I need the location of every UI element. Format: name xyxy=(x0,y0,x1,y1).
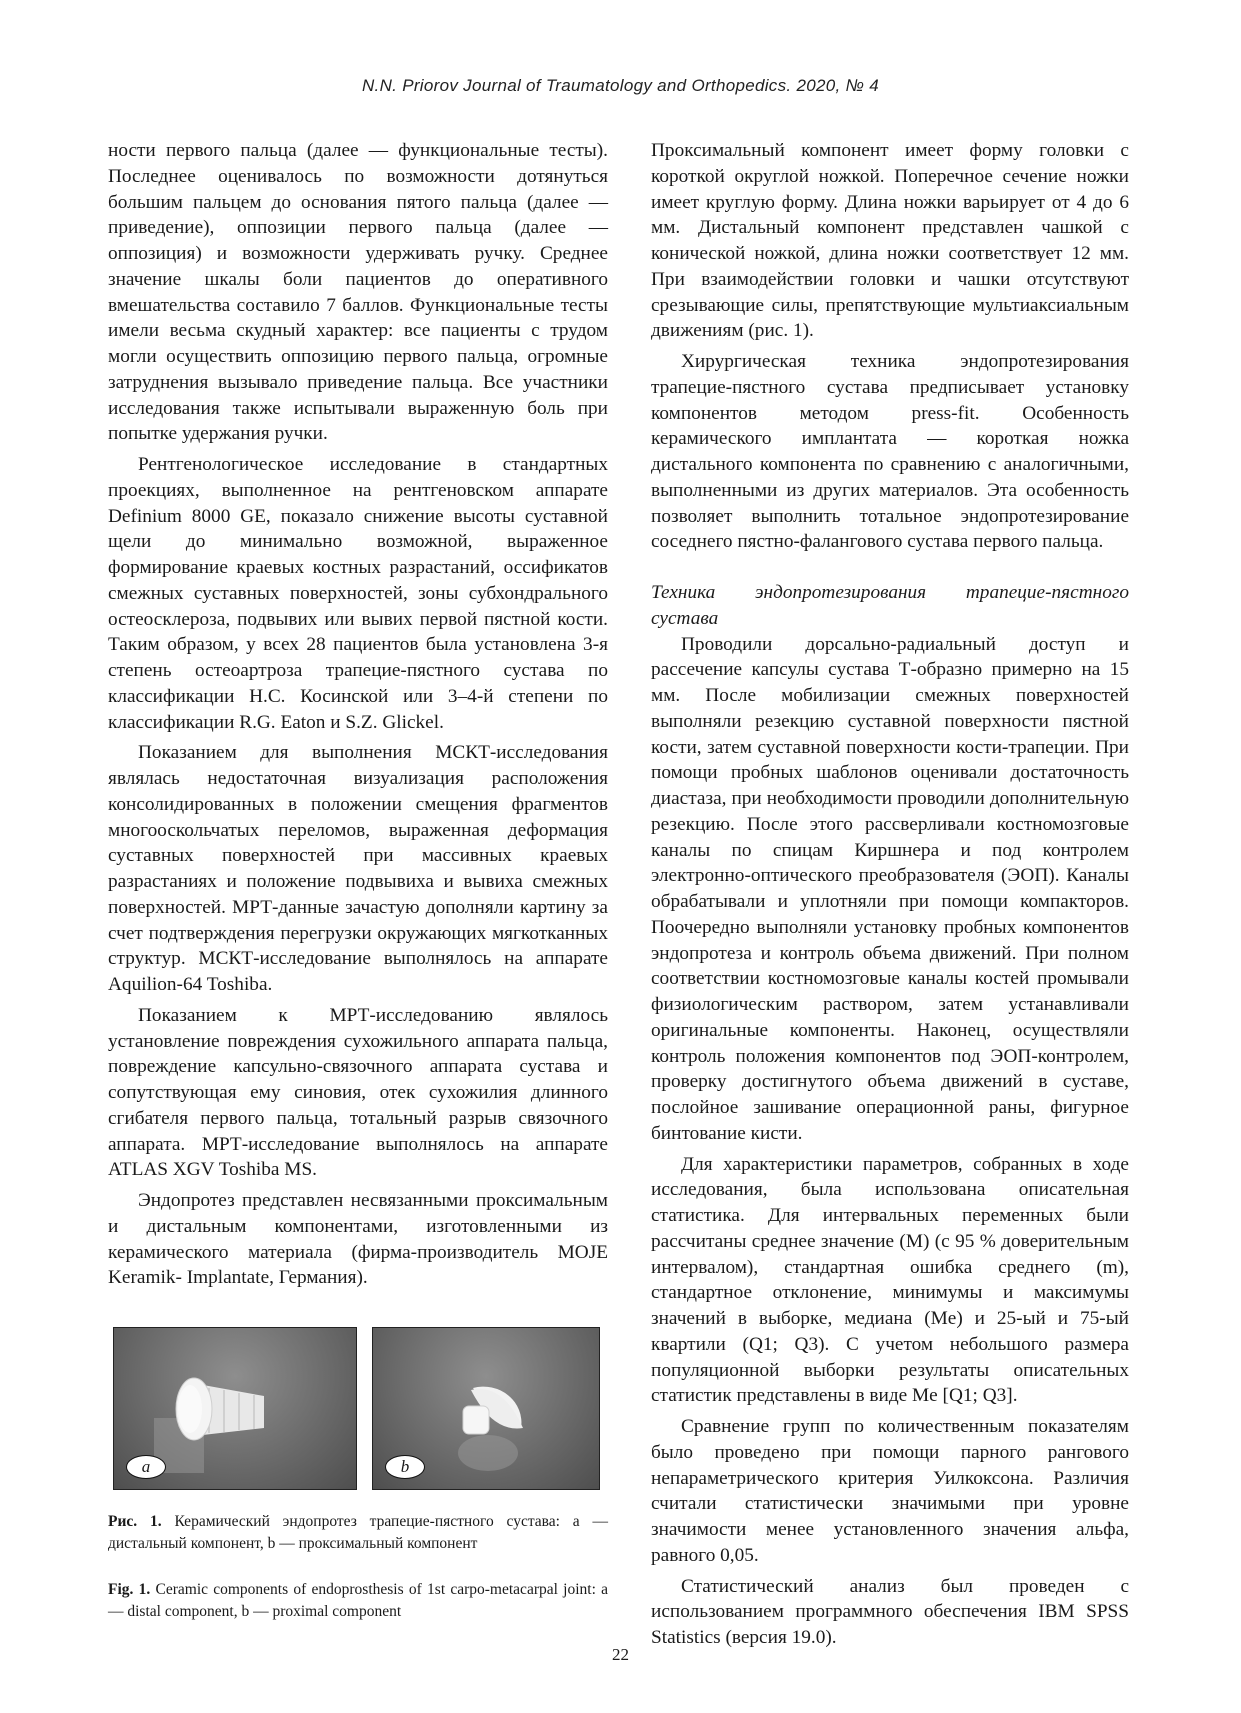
paragraph: Показанием для выполнения МСКТ-исследования являлась недостаточная визуализация расположения консолидированных в положении смещения фрагментов многооскольчатых переломов, выраженная деформация суставных поверхностей при массивных краевых разрастаниях и положение подвывиха и вывиха смежных поверхностей. МРТ-данные зачастую дополняли картину за счет подтверждения перегрузки окружающих мягкотканных структур. МСКТ-исследование выполнялось на аппарате Aquilion-64 Toshiba. xyxy=(108,742,608,995)
caption-text-ru: Керамический эндопротез трапецие-пястного сустава: a — дистальный компонент, b — проксимальный компонент xyxy=(108,1513,608,1552)
paragraph: Хирургическая техника эндопротезирования трапецие-пястного сустава предписывает установку компонентов методом press-fit. Особенность керамического имплантата — короткая ножка дистального компонента по сравнению с аналогичными, выполненными из других материалов. Эта особенность позволяет выполнить тотальное эндопротезирование соседнего пястно-фалангового сустава первого пальца. xyxy=(651,351,1129,553)
paragraph: Сравнение групп по количественным показателям было проведено при помощи парного рангового непараметрического критерия Уилкоксона. Различия считали статистически значимыми при уровне значимости менее установленного значения альфа, равного 0,05. xyxy=(651,1416,1129,1566)
left-column xyxy=(108,138,608,1291)
paragraph: Статистический анализ был проведен с использованием программного обеспечения IBM SPSS Statistics (версия 19.0). xyxy=(651,1575,1129,1648)
figure-image-proximal-component xyxy=(372,1327,600,1490)
caption-label-en: Fig. 1. xyxy=(108,1581,151,1598)
figure-label-a: a xyxy=(126,1455,166,1479)
paragraph: Эндопротез представлен несвязанными проксимальным и дистальным компонентами, изготовленными из керамического материала (фирма-производитель MOJE Keramik- Implantate, Германия). xyxy=(108,1190,608,1289)
caption-text-en: Ceramic components of endoprosthesis of 1st carpo-metacarpal joint: a — distal component, b — proximal component xyxy=(108,1581,608,1620)
page-number: 22 xyxy=(612,1645,629,1664)
caption-label-ru: Рис. 1. xyxy=(108,1513,162,1530)
paragraph: Проксимальный компонент имеет форму головки с короткой округлой ножкой. Поперечное сечение ножки имеет круглую форму. Длина ножки варьирует от 4 до 6 мм. Дистальный компонент представлен чашкой с конической ножкой, длина ножки соответствует 12 мм. При взаимодействии головки и чашки отсутствуют срезывающие силы, препятствующие мультиаксиальным движениям (рис. 1). xyxy=(651,140,1129,342)
right-column xyxy=(651,138,1129,1651)
figure-caption-en xyxy=(108,1579,608,1622)
figure-1 xyxy=(113,1327,598,1490)
paragraph: Рентгенологическое исследование в стандартных проекциях, выполненное на рентгеновском аппарате Definium 8000 GE, показало снижение высоты суставной щели до минимально возможной, выраженное формирование краевых костных разрастаний, оссификатов смежных суставных поверхностей, зоны субхондрального остеосклероза, подвывих или вывих первой пястной кости. Таким образом, у всех 28 пациентов была установлена 3-я степень остеоартроза трапецие-пястного сустава по классификации Н.С. Косинской или 3–4-й степени по классификации R.G. Eaton и S.Z. Glickel. xyxy=(108,454,608,733)
figure-image-distal-component xyxy=(113,1327,357,1490)
section-subtitle: Техника эндопротезирования трапецие-пястного сустава xyxy=(651,582,1129,629)
figure-label-b: b xyxy=(385,1455,425,1479)
paragraph: Показанием к МРТ-исследованию являлось установление повреждения сухожильного аппарата пальца, повреждение капсульно-связочного аппарата сустава и сопутствующая ему синовия, отек сухожилия длинного сгибателя первого пальца, тотальный разрыв связочного аппарата. МРТ-исследование выполнялось на аппарате ATLAS XGV Toshiba MS. xyxy=(108,1004,608,1181)
figure-caption-ru xyxy=(108,1511,608,1554)
paragraph: ности первого пальца (далее — функциональные тесты). Последнее оценивалось по возможности дотянуться большим пальцем до основания пятого пальца (далее — приведение), оппозиции первого пальца (далее — оппозиция) и возможности удерживать ручку. Среднее значение шкалы боли пациентов до оперативного вмешательства составило 7 баллов. Функциональные тесты имели весьма скудный характер: все пациенты с трудом могли осуществить оппозицию первого пальца, огромные затруднения вызывало приведение пальца. Все участники исследования также испытывали выраженную боль при попытке удержания ручки. xyxy=(108,140,608,445)
paragraph: Для характеристики параметров, собранных в ходе исследования, была использована описательная статистика. Для интервальных переменных были рассчитаны среднее значение (M) (с 95 % доверительным интервалом), стандартная ошибка среднего (m), стандартное отклонение, минимумы и максимумы значений в выборке, медиана (Me) и 25-ый и 75-ый квартили (Q1; Q3). С учетом небольшого размера популяционной выборки результаты описательных статистик представлены в виде Me [Q1; Q3]. xyxy=(651,1153,1129,1407)
running-header: N.N. Priorov Journal of Traumatology and Orthopedics. 2020, № 4 xyxy=(361,76,879,95)
paragraph: Проводили дорсально-радиальный доступ и рассечение капсулы сустава Т-образно примерно на 15 мм. После мобилизации смежных поверхностей выполняли резекцию суставной поверхности пястной кости, затем суставной поверхности кости-трапеции. При помощи пробных шаблонов оценивали достаточность диастаза, при необходимости проводили дополнительную резекцию. После этого рассверливали костномозговые каналы по спицам Киршнера и под контролем электронно-оптического преобразователя (ЭОП). Каналы обрабатывали и уплотняли при помощи компакторов. Поочередно выполняли установку пробных компонентов эндопротеза и контроль объема движений. При полном соответствии костномозговые каналы костей промывали физиологическим раствором, затем устанавливали оригинальные компоненты. Наконец, осуществляли контроль положения компонентов под ЭОП-контролем, проверку достигнутого объема движений в суставе, послойное зашивание операционной раны, фигурное бинтование кисти. xyxy=(651,633,1129,1144)
